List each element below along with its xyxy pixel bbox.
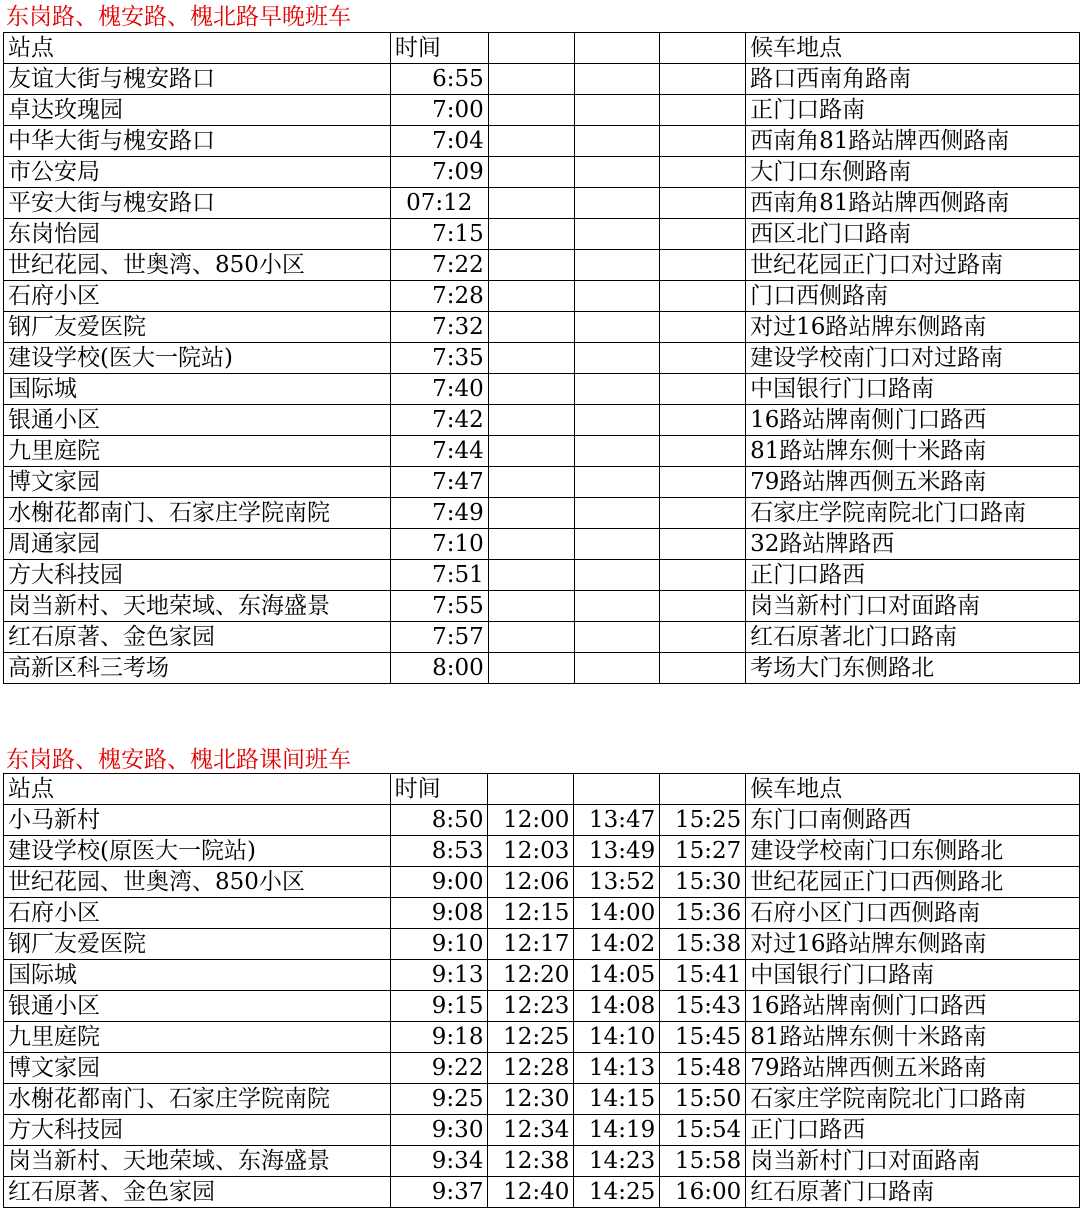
empty-cell bbox=[660, 436, 746, 467]
empty-cell bbox=[660, 281, 746, 312]
departure-time: 7:35 bbox=[390, 343, 488, 374]
header-row bbox=[4, 774, 1080, 805]
stop-name: 钢厂友爱医院 bbox=[4, 929, 391, 960]
waiting-place: 世纪花园正门口对过路南 bbox=[746, 250, 1080, 281]
stop-name: 水榭花都南门、石家庄学院南院 bbox=[4, 498, 391, 529]
header-row bbox=[4, 33, 1080, 64]
empty-cell bbox=[574, 529, 660, 560]
stop-name: 银通小区 bbox=[4, 405, 391, 436]
empty-cell bbox=[574, 591, 660, 622]
departure-time: 14:02 bbox=[574, 929, 660, 960]
stop-name: 建设学校(医大一院站) bbox=[4, 343, 391, 374]
header-blank bbox=[660, 774, 746, 805]
empty-cell bbox=[660, 405, 746, 436]
waiting-place: 门口西侧路南 bbox=[746, 281, 1080, 312]
empty-cell bbox=[488, 64, 574, 95]
departure-time: 12:25 bbox=[488, 1022, 574, 1053]
departure-time: 9:00 bbox=[390, 867, 488, 898]
waiting-place: 石家庄学院南院北门口路南 bbox=[746, 1084, 1080, 1115]
stop-name: 水榭花都南门、石家庄学院南院 bbox=[4, 1084, 391, 1115]
stop-name: 九里庭院 bbox=[4, 1022, 391, 1053]
stop-name: 国际城 bbox=[4, 374, 391, 405]
stop-name: 钢厂友爱医院 bbox=[4, 312, 391, 343]
table-row bbox=[4, 250, 1080, 281]
stop-name: 红石原著、金色家园 bbox=[4, 1177, 391, 1208]
departure-time: 15:48 bbox=[660, 1053, 746, 1084]
empty-cell bbox=[574, 126, 660, 157]
waiting-place: 岗当新村门口对面路南 bbox=[746, 591, 1080, 622]
departure-time: 8:00 bbox=[390, 653, 488, 684]
table-row bbox=[4, 188, 1080, 219]
departure-time: 15:41 bbox=[660, 960, 746, 991]
header-time: 时间 bbox=[390, 774, 488, 805]
departure-time: 9:18 bbox=[390, 1022, 488, 1053]
stop-name: 方大科技园 bbox=[4, 1115, 391, 1146]
waiting-place: 32路站牌路西 bbox=[746, 529, 1080, 560]
departure-time: 7:32 bbox=[390, 312, 488, 343]
departure-time: 7:55 bbox=[390, 591, 488, 622]
empty-cell bbox=[574, 560, 660, 591]
empty-cell bbox=[574, 622, 660, 653]
stop-name: 周通家园 bbox=[4, 529, 391, 560]
empty-cell bbox=[660, 126, 746, 157]
departure-time: 12:28 bbox=[488, 1053, 574, 1084]
header-blank bbox=[574, 774, 660, 805]
table-row bbox=[4, 498, 1080, 529]
departure-time: 7:44 bbox=[390, 436, 488, 467]
empty-cell bbox=[660, 374, 746, 405]
empty-cell bbox=[660, 188, 746, 219]
empty-cell bbox=[488, 281, 574, 312]
table-row bbox=[4, 126, 1080, 157]
empty-cell bbox=[574, 188, 660, 219]
stop-name: 银通小区 bbox=[4, 991, 391, 1022]
departure-time: 8:53 bbox=[390, 836, 488, 867]
header-blank bbox=[574, 33, 660, 64]
empty-cell bbox=[488, 653, 574, 684]
empty-cell bbox=[660, 95, 746, 126]
empty-cell bbox=[574, 64, 660, 95]
waiting-place: 西区北门口路南 bbox=[746, 219, 1080, 250]
header-blank bbox=[488, 33, 574, 64]
departure-time: 12:20 bbox=[488, 960, 574, 991]
waiting-place: 正门口路西 bbox=[746, 1115, 1080, 1146]
departure-time: 12:34 bbox=[488, 1115, 574, 1146]
table-row bbox=[4, 157, 1080, 188]
departure-time: 7:28 bbox=[390, 281, 488, 312]
waiting-place: 石家庄学院南院北门口路南 bbox=[746, 498, 1080, 529]
daytime-schedule-body bbox=[4, 774, 1080, 1208]
empty-cell bbox=[488, 498, 574, 529]
departure-time: 14:15 bbox=[574, 1084, 660, 1115]
departure-time: 15:25 bbox=[660, 805, 746, 836]
departure-time: 07:12 bbox=[390, 188, 488, 219]
departure-time: 14:25 bbox=[574, 1177, 660, 1208]
empty-cell bbox=[660, 219, 746, 250]
departure-time: 7:04 bbox=[390, 126, 488, 157]
morning-schedule-table bbox=[3, 32, 1080, 684]
departure-time: 14:00 bbox=[574, 898, 660, 929]
empty-cell bbox=[660, 467, 746, 498]
table-row bbox=[4, 622, 1080, 653]
empty-cell bbox=[574, 343, 660, 374]
departure-time: 12:03 bbox=[488, 836, 574, 867]
stop-name: 石府小区 bbox=[4, 898, 391, 929]
departure-time: 7:47 bbox=[390, 467, 488, 498]
departure-time: 12:15 bbox=[488, 898, 574, 929]
table-row bbox=[4, 1022, 1080, 1053]
daytime-schedule-title: 东岗路、槐安路、槐北路课间班车 bbox=[6, 747, 351, 773]
table-row bbox=[4, 405, 1080, 436]
stop-name: 博文家园 bbox=[4, 1053, 391, 1084]
departure-time: 9:13 bbox=[390, 960, 488, 991]
table-row bbox=[4, 1177, 1080, 1208]
stop-name: 世纪花园、世奥湾、850小区 bbox=[4, 867, 391, 898]
table-row bbox=[4, 805, 1080, 836]
departure-time: 9:30 bbox=[390, 1115, 488, 1146]
departure-time: 12:17 bbox=[488, 929, 574, 960]
waiting-place: 对过16路站牌东侧路南 bbox=[746, 929, 1080, 960]
departure-time: 12:40 bbox=[488, 1177, 574, 1208]
empty-cell bbox=[488, 591, 574, 622]
departure-time: 13:47 bbox=[574, 805, 660, 836]
stop-name: 九里庭院 bbox=[4, 436, 391, 467]
stop-name: 岗当新村、天地荣域、东海盛景 bbox=[4, 1146, 391, 1177]
departure-time: 8:50 bbox=[390, 805, 488, 836]
departure-time: 15:30 bbox=[660, 867, 746, 898]
waiting-place: 红石原著门口路南 bbox=[746, 1177, 1080, 1208]
departure-time: 14:08 bbox=[574, 991, 660, 1022]
empty-cell bbox=[488, 374, 574, 405]
departure-time: 15:36 bbox=[660, 898, 746, 929]
table-row bbox=[4, 929, 1080, 960]
departure-time: 15:43 bbox=[660, 991, 746, 1022]
waiting-place: 建设学校南门口东侧路北 bbox=[746, 836, 1080, 867]
departure-time: 15:38 bbox=[660, 929, 746, 960]
stop-name: 石府小区 bbox=[4, 281, 391, 312]
waiting-place: 世纪花园正门口西侧路北 bbox=[746, 867, 1080, 898]
departure-time: 7:22 bbox=[390, 250, 488, 281]
departure-time: 7:15 bbox=[390, 219, 488, 250]
empty-cell bbox=[574, 250, 660, 281]
departure-time: 7:10 bbox=[390, 529, 488, 560]
stop-name: 市公安局 bbox=[4, 157, 391, 188]
empty-cell bbox=[574, 312, 660, 343]
stop-name: 建设学校(原医大一院站) bbox=[4, 836, 391, 867]
table-row bbox=[4, 436, 1080, 467]
header-blank bbox=[660, 33, 746, 64]
empty-cell bbox=[488, 343, 574, 374]
table-row bbox=[4, 1115, 1080, 1146]
empty-cell bbox=[574, 405, 660, 436]
departure-time: 7:51 bbox=[390, 560, 488, 591]
empty-cell bbox=[574, 281, 660, 312]
table-row bbox=[4, 1084, 1080, 1115]
departure-time: 13:49 bbox=[574, 836, 660, 867]
departure-time: 16:00 bbox=[660, 1177, 746, 1208]
empty-cell bbox=[660, 343, 746, 374]
stop-name: 平安大街与槐安路口 bbox=[4, 188, 391, 219]
empty-cell bbox=[660, 64, 746, 95]
departure-time: 12:06 bbox=[488, 867, 574, 898]
empty-cell bbox=[488, 560, 574, 591]
header-blank bbox=[488, 774, 574, 805]
header-time: 时间 bbox=[390, 33, 488, 64]
header-place: 候车地点 bbox=[746, 33, 1080, 64]
waiting-place: 红石原著北门口路南 bbox=[746, 622, 1080, 653]
waiting-place: 西南角81路站牌西侧路南 bbox=[746, 126, 1080, 157]
departure-time: 7:57 bbox=[390, 622, 488, 653]
stop-name: 中华大街与槐安路口 bbox=[4, 126, 391, 157]
header-place: 候车地点 bbox=[746, 774, 1080, 805]
departure-time: 9:34 bbox=[390, 1146, 488, 1177]
waiting-place: 岗当新村门口对面路南 bbox=[746, 1146, 1080, 1177]
stop-name: 小马新村 bbox=[4, 805, 391, 836]
table-row bbox=[4, 560, 1080, 591]
departure-time: 15:45 bbox=[660, 1022, 746, 1053]
empty-cell bbox=[574, 436, 660, 467]
empty-cell bbox=[488, 467, 574, 498]
departure-time: 15:58 bbox=[660, 1146, 746, 1177]
departure-time: 15:54 bbox=[660, 1115, 746, 1146]
empty-cell bbox=[574, 498, 660, 529]
table-row bbox=[4, 1053, 1080, 1084]
empty-cell bbox=[488, 126, 574, 157]
departure-time: 9:25 bbox=[390, 1084, 488, 1115]
waiting-place: 考场大门东侧路北 bbox=[746, 653, 1080, 684]
stop-name: 卓达玫瑰园 bbox=[4, 95, 391, 126]
empty-cell bbox=[660, 591, 746, 622]
departure-time: 9:15 bbox=[390, 991, 488, 1022]
departure-time: 7:00 bbox=[390, 95, 488, 126]
table-row bbox=[4, 467, 1080, 498]
stop-name: 东岗怡园 bbox=[4, 219, 391, 250]
empty-cell bbox=[660, 312, 746, 343]
table-row bbox=[4, 960, 1080, 991]
departure-time: 9:10 bbox=[390, 929, 488, 960]
empty-cell bbox=[488, 622, 574, 653]
empty-cell bbox=[574, 95, 660, 126]
empty-cell bbox=[574, 374, 660, 405]
daytime-schedule-table bbox=[3, 773, 1080, 1208]
departure-time: 6:55 bbox=[390, 64, 488, 95]
departure-time: 12:38 bbox=[488, 1146, 574, 1177]
table-row bbox=[4, 591, 1080, 622]
empty-cell bbox=[574, 653, 660, 684]
table-row bbox=[4, 1146, 1080, 1177]
morning-schedule-title: 东岗路、槐安路、槐北路早晚班车 bbox=[6, 4, 351, 30]
stop-name: 友谊大街与槐安路口 bbox=[4, 64, 391, 95]
departure-time: 14:23 bbox=[574, 1146, 660, 1177]
table-row bbox=[4, 653, 1080, 684]
empty-cell bbox=[488, 405, 574, 436]
empty-cell bbox=[660, 653, 746, 684]
table-row bbox=[4, 991, 1080, 1022]
empty-cell bbox=[660, 157, 746, 188]
waiting-place: 79路站牌西侧五米路南 bbox=[746, 1053, 1080, 1084]
empty-cell bbox=[574, 157, 660, 188]
departure-time: 9:08 bbox=[390, 898, 488, 929]
empty-cell bbox=[574, 467, 660, 498]
departure-time: 12:30 bbox=[488, 1084, 574, 1115]
waiting-place: 中国银行门口路南 bbox=[746, 374, 1080, 405]
waiting-place: 建设学校南门口对过路南 bbox=[746, 343, 1080, 374]
departure-time: 15:27 bbox=[660, 836, 746, 867]
empty-cell bbox=[488, 529, 574, 560]
departure-time: 14:10 bbox=[574, 1022, 660, 1053]
departure-time: 7:09 bbox=[390, 157, 488, 188]
departure-time: 15:50 bbox=[660, 1084, 746, 1115]
empty-cell bbox=[488, 250, 574, 281]
departure-time: 12:23 bbox=[488, 991, 574, 1022]
table-row bbox=[4, 64, 1080, 95]
empty-cell bbox=[660, 529, 746, 560]
table-row bbox=[4, 281, 1080, 312]
table-row bbox=[4, 312, 1080, 343]
table-row bbox=[4, 219, 1080, 250]
empty-cell bbox=[488, 436, 574, 467]
empty-cell bbox=[660, 498, 746, 529]
empty-cell bbox=[488, 312, 574, 343]
stop-name: 红石原著、金色家园 bbox=[4, 622, 391, 653]
departure-time: 9:37 bbox=[390, 1177, 488, 1208]
waiting-place: 中国银行门口路南 bbox=[746, 960, 1080, 991]
waiting-place: 东门口南侧路西 bbox=[746, 805, 1080, 836]
stop-name: 方大科技园 bbox=[4, 560, 391, 591]
table-row bbox=[4, 867, 1080, 898]
departure-time: 7:40 bbox=[390, 374, 488, 405]
morning-schedule-body bbox=[4, 33, 1080, 684]
departure-time: 7:49 bbox=[390, 498, 488, 529]
table-row bbox=[4, 898, 1080, 929]
waiting-place: 大门口东侧路南 bbox=[746, 157, 1080, 188]
stop-name: 高新区科三考场 bbox=[4, 653, 391, 684]
empty-cell bbox=[660, 622, 746, 653]
waiting-place: 16路站牌南侧门口路西 bbox=[746, 991, 1080, 1022]
departure-time: 7:42 bbox=[390, 405, 488, 436]
empty-cell bbox=[488, 157, 574, 188]
departure-time: 9:22 bbox=[390, 1053, 488, 1084]
table-row bbox=[4, 529, 1080, 560]
empty-cell bbox=[488, 95, 574, 126]
waiting-place: 正门口路南 bbox=[746, 95, 1080, 126]
stop-name: 国际城 bbox=[4, 960, 391, 991]
waiting-place: 对过16路站牌东侧路南 bbox=[746, 312, 1080, 343]
waiting-place: 西南角81路站牌西侧路南 bbox=[746, 188, 1080, 219]
empty-cell bbox=[488, 188, 574, 219]
waiting-place: 16路站牌南侧门口路西 bbox=[746, 405, 1080, 436]
empty-cell bbox=[574, 219, 660, 250]
header-stop: 站点 bbox=[4, 774, 391, 805]
table-row bbox=[4, 374, 1080, 405]
table-row bbox=[4, 95, 1080, 126]
stop-name: 博文家园 bbox=[4, 467, 391, 498]
departure-time: 14:13 bbox=[574, 1053, 660, 1084]
header-stop: 站点 bbox=[4, 33, 391, 64]
waiting-place: 石府小区门口西侧路南 bbox=[746, 898, 1080, 929]
empty-cell bbox=[660, 560, 746, 591]
departure-time: 14:19 bbox=[574, 1115, 660, 1146]
waiting-place: 81路站牌东侧十米路南 bbox=[746, 1022, 1080, 1053]
empty-cell bbox=[660, 250, 746, 281]
table-row bbox=[4, 343, 1080, 374]
empty-cell bbox=[488, 219, 574, 250]
departure-time: 12:00 bbox=[488, 805, 574, 836]
waiting-place: 79路站牌西侧五米路南 bbox=[746, 467, 1080, 498]
stop-name: 岗当新村、天地荣域、东海盛景 bbox=[4, 591, 391, 622]
stop-name: 世纪花园、世奥湾、850小区 bbox=[4, 250, 391, 281]
waiting-place: 81路站牌东侧十米路南 bbox=[746, 436, 1080, 467]
waiting-place: 路口西南角路南 bbox=[746, 64, 1080, 95]
departure-time: 14:05 bbox=[574, 960, 660, 991]
table-row bbox=[4, 836, 1080, 867]
waiting-place: 正门口路西 bbox=[746, 560, 1080, 591]
departure-time: 13:52 bbox=[574, 867, 660, 898]
